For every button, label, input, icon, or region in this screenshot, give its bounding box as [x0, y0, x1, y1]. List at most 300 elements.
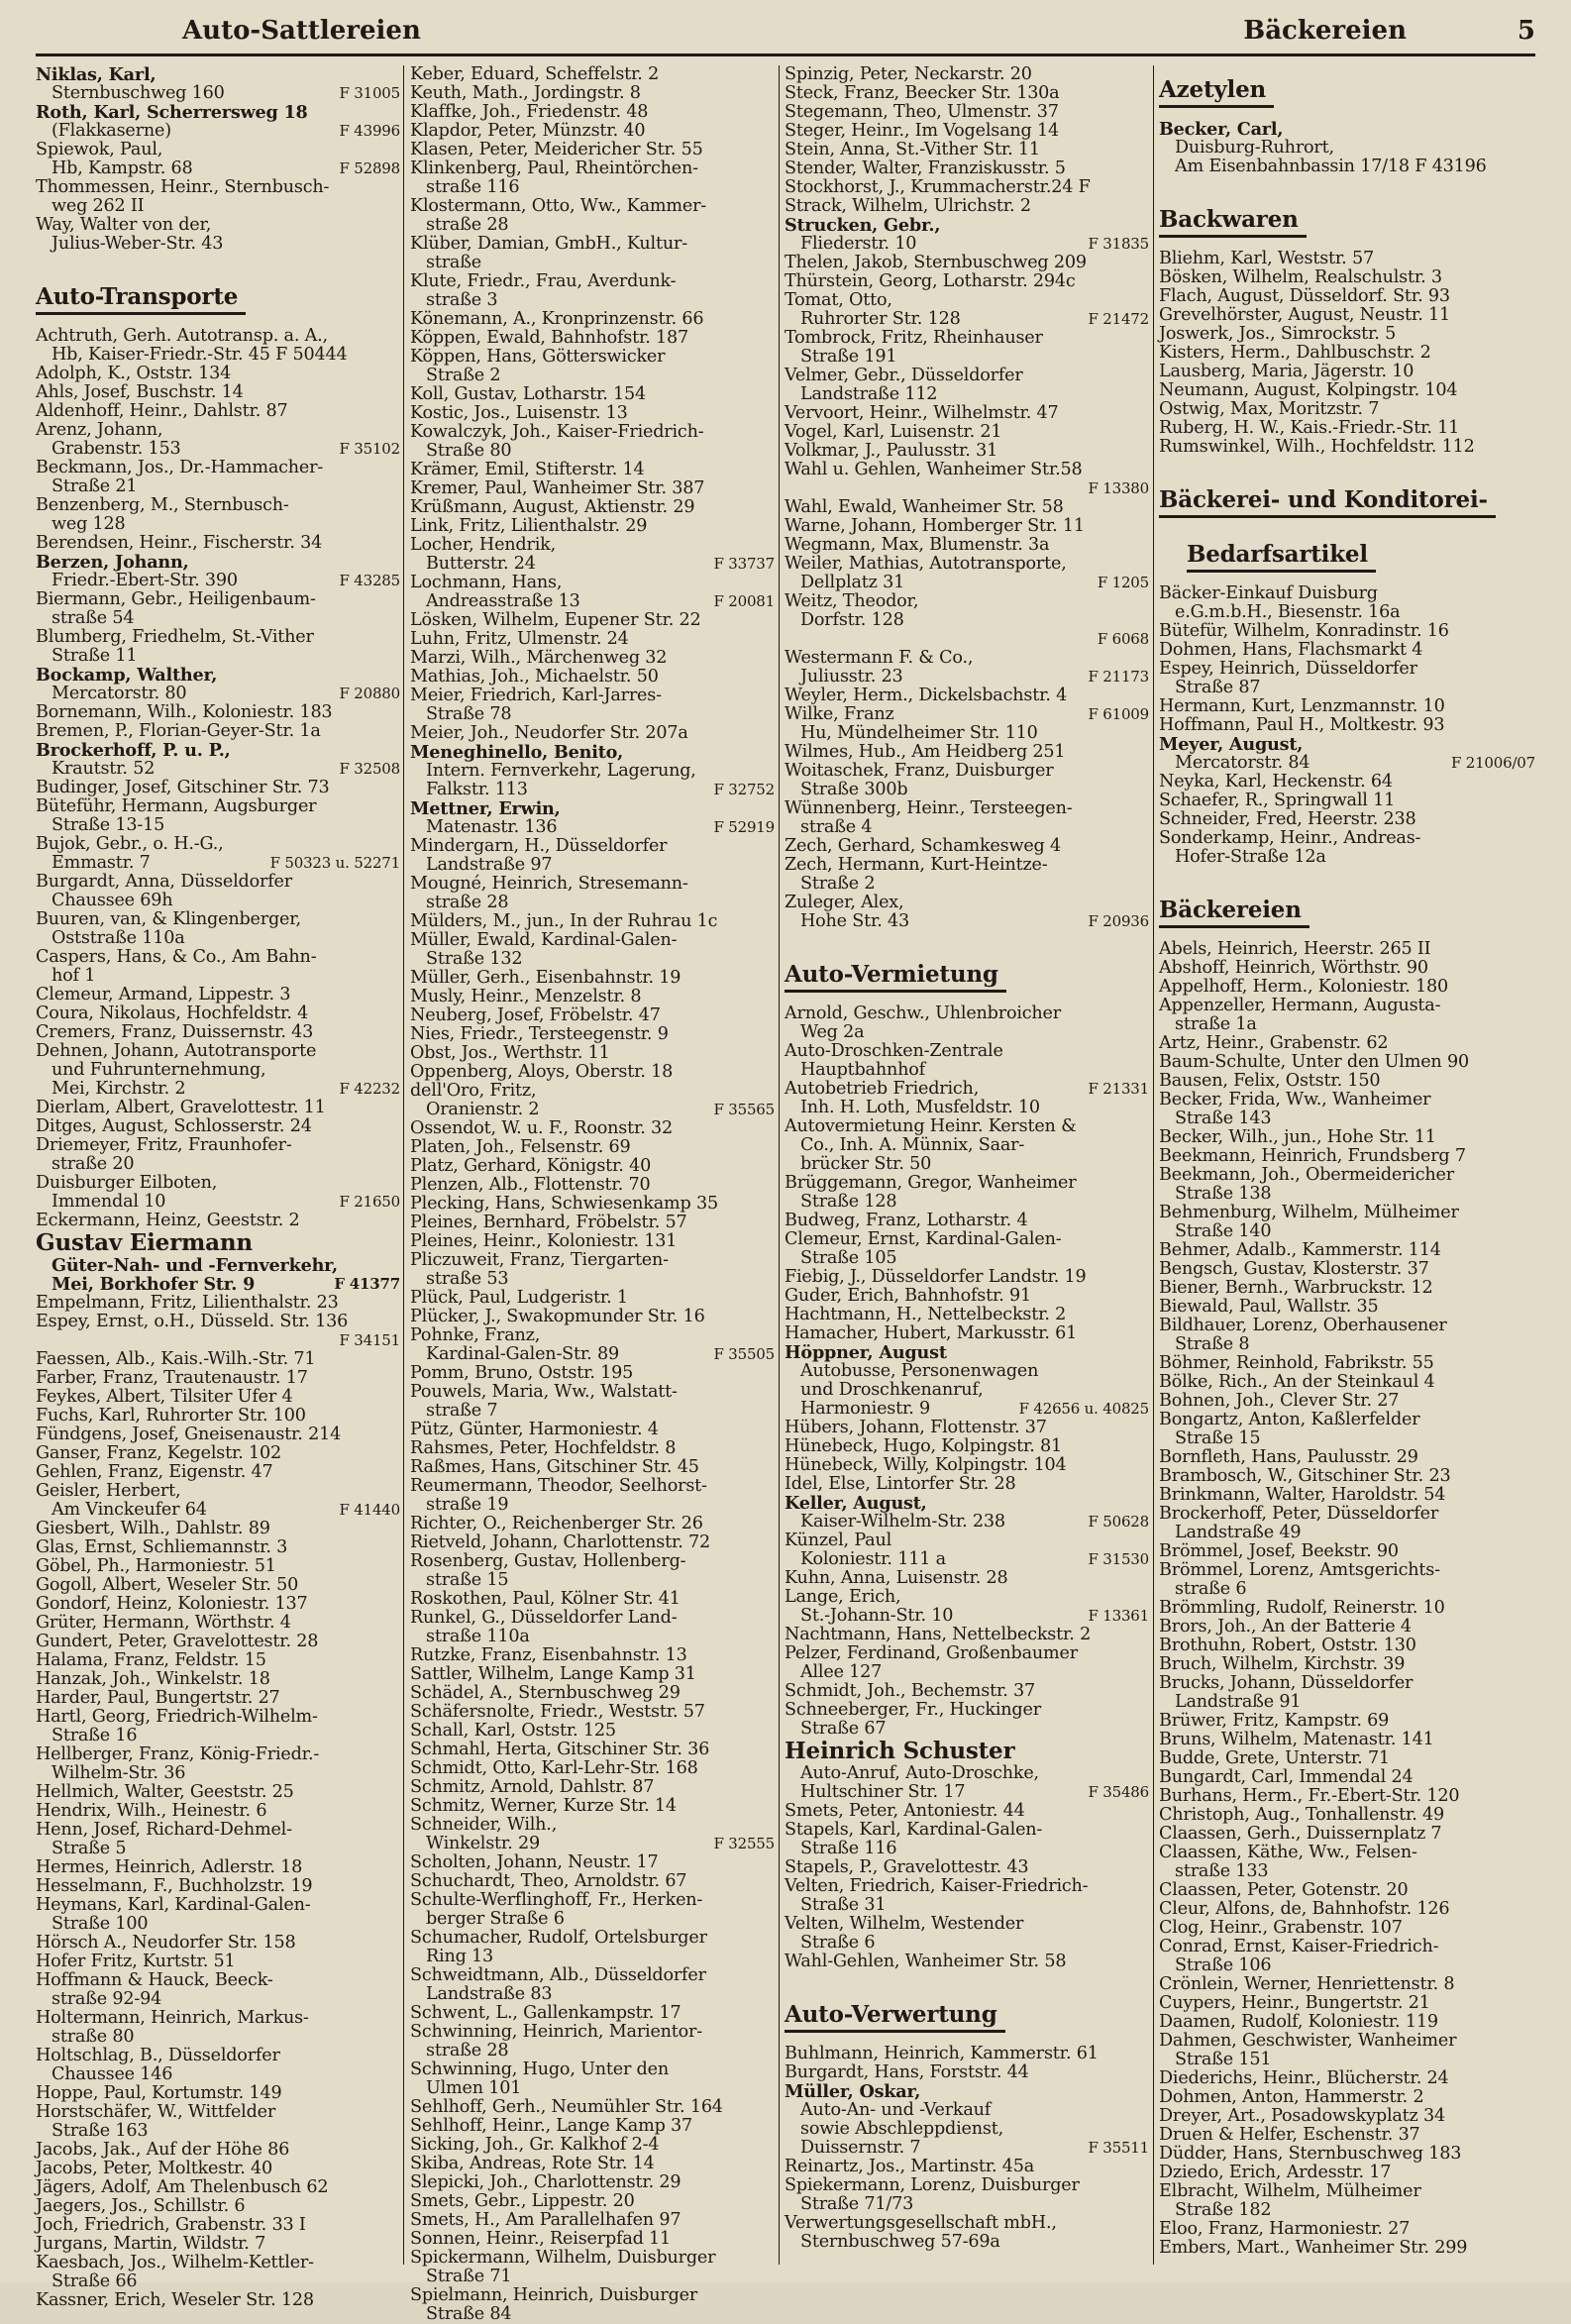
entry-text: Brors, Joh., An der Batterie 4: [1159, 1617, 1412, 1637]
directory-entry-line: [1159, 1994, 1535, 2013]
directory-entry-line: [36, 2141, 400, 2160]
entry-text: Meier, Friedrich, Karl-Jarres-: [410, 686, 662, 705]
entry-text: Straße 143: [1175, 1109, 1272, 1128]
directory-entry-line: [36, 1520, 400, 1538]
entry-text: straße 15: [426, 1570, 509, 1590]
directory-entry-line: [410, 2042, 775, 2060]
entry-text: Zech, Gerhard, Schamkesweg 4: [785, 836, 1061, 856]
entry-text: Stein, Anna, St.-Vither Str. 11: [785, 140, 1040, 159]
entry-text: Luhn, Fritz, Ulmenstr. 24: [410, 629, 629, 649]
entry-text: Dorfstr. 128: [800, 610, 904, 630]
column-2: [410, 64, 775, 2324]
entry-text: Krüßmann, August, Aktienstr. 29: [410, 497, 695, 517]
directory-entry-line: [36, 346, 400, 365]
running-head-left: Auto-Sattlereien: [182, 16, 421, 46]
section-heading: Backwaren: [1159, 205, 1307, 238]
entry-text: Bliehm, Karl, Weststr. 57: [1159, 249, 1374, 268]
directory-entry-line: [785, 912, 1149, 931]
directory-entry-line: [785, 837, 1149, 856]
entry-text: Cleur, Alfons, de, Bahnhofstr. 126: [1159, 1899, 1450, 1919]
entry-text: Stapels, P., Gravelottestr. 43: [785, 1857, 1029, 1877]
phone-number: F 35486: [1088, 1783, 1149, 1801]
directory-entry-line: [410, 1910, 775, 1929]
entry-text: Brömmel, Lorenz, Amtsgerichts-: [1159, 1560, 1440, 1580]
directory-entry-line: [785, 310, 1149, 329]
directory-entry-line: [1159, 716, 1535, 735]
directory-entry-line: [36, 235, 400, 254]
directory-entry-line: [410, 555, 775, 574]
directory-entry-line: [1159, 438, 1535, 457]
directory-entry-line: [785, 1934, 1149, 1953]
entry-text: Wilke, Franz: [785, 704, 894, 724]
entry-text: Andreasstraße 13: [426, 591, 580, 611]
entry-text: Wilmes, Hub., Am Heidberg 251: [785, 742, 1066, 762]
entry-text: Sicking, Joh., Gr. Kalkhof 2-4: [410, 2135, 660, 2155]
entry-text: Schmidt, Joh., Bechemstr. 37: [785, 1681, 1035, 1701]
entry-text: Nachtmann, Hans, Nettelbeckstr. 2: [785, 1625, 1092, 1644]
directory-entry-line: [785, 1306, 1149, 1324]
entry-text: Sehlhoff, Heinr., Lange Kamp 37: [410, 2116, 693, 2136]
entry-text: Berendsen, Heinr., Fischerstr. 34: [36, 533, 323, 553]
entry-text: Burgardt, Anna, Düsseldorfer: [36, 872, 292, 892]
directory-entry-line: [785, 2101, 1149, 2120]
directory-entry-line: [410, 1176, 775, 1195]
entry-text: Ganser, Franz, Kegelstr. 102: [36, 1443, 281, 1463]
directory-entry-line: [36, 892, 400, 910]
directory-entry-line: [36, 666, 400, 685]
directory-entry-line: [1159, 997, 1535, 1015]
directory-entry-line: [410, 1835, 775, 1853]
entry-text: Winkelstr. 29: [426, 1834, 540, 1853]
directory-entry-line: [785, 1362, 1149, 1381]
directory-entry-line: [410, 2117, 775, 2136]
directory-entry-line: [1159, 139, 1535, 158]
entry-text: Bildhauer, Lorenz, Oberhausener: [1159, 1316, 1447, 1335]
directory-entry-line: [410, 1665, 775, 1684]
entry-text: Locher, Hendrik,: [410, 535, 556, 555]
directory-entry-line: [410, 1402, 775, 1421]
entry-text: Grevelhörster, August, Neustr. 11: [1159, 305, 1450, 325]
directory-entry-line: [1159, 754, 1535, 773]
entry-text: weg 262 II: [52, 196, 145, 216]
entry-text: Straße 100: [52, 1914, 149, 1934]
directory-entry-line: [410, 574, 775, 592]
directory-entry-line: [36, 2197, 400, 2216]
directory-entry-line: [410, 479, 775, 498]
directory-entry-line: [36, 103, 400, 122]
entry-text: straße 92-94: [52, 1989, 162, 2009]
entry-text: Schmitz, Arnold, Dahlstr. 87: [410, 1777, 655, 1797]
entry-text: Straße 116: [800, 1839, 897, 1858]
directory-entry-line: [1159, 1034, 1535, 1053]
directory-entry-line: [785, 781, 1149, 799]
entry-text: Hultschiner Str. 17: [800, 1782, 966, 1802]
entry-text: Claassen, Peter, Gotenstr. 20: [1159, 1880, 1409, 1900]
entry-text: Brüggemann, Gregor, Wanheimer: [785, 1173, 1077, 1193]
directory-entry-line: [1159, 1956, 1535, 1975]
entry-text: Müller, Oskar,: [785, 2081, 921, 2102]
phone-number: F 31005: [339, 84, 400, 102]
directory-entry-line: [1159, 325, 1535, 344]
entry-text: Volkmar, J., Paulusstr. 31: [785, 441, 998, 461]
section-heading: Bäckereien: [1159, 896, 1309, 928]
entry-text: Henn, Josef, Richard-Dehmel-: [36, 1820, 292, 1840]
directory-entry-line: [410, 1533, 775, 1552]
entry-text: Matenastr. 136: [426, 817, 558, 837]
entry-text: Thürstein, Georg, Lotharstr. 294c: [785, 271, 1076, 291]
spacer: [1159, 867, 1535, 886]
directory-entry-line: [785, 216, 1149, 235]
entry-text: Ulmen 101: [426, 2078, 522, 2098]
entry-text: Landstraße 97: [426, 855, 553, 875]
directory-entry-line: [36, 1764, 400, 1783]
directory-entry-line: [36, 1042, 400, 1061]
phone-number: F 20081: [713, 592, 775, 610]
entry-text: Straße 13-15: [52, 815, 165, 835]
directory-entry-line: [36, 477, 400, 496]
directory-entry-line: [36, 440, 400, 459]
column-1: [36, 64, 400, 2310]
entry-text: Behmer, Adalb., Kammerstr. 114: [1159, 1240, 1441, 1260]
entry-text: Landstraße 83: [426, 1984, 553, 2004]
directory-entry-line: [36, 421, 400, 440]
directory-entry-line: [410, 630, 775, 649]
directory-entry-line: [410, 912, 775, 931]
directory-entry-line: [1159, 1053, 1535, 1072]
entry-text: Schumacher, Rudolf, Ortelsburger: [410, 1928, 707, 1948]
directory-entry-line: [785, 1644, 1149, 1663]
directory-entry-line: [785, 1550, 1149, 1569]
entry-text: Emmastr. 7: [52, 853, 151, 873]
entry-text: Hoffmann, Paul H., Moltkestr. 93: [1159, 715, 1445, 735]
directory-entry-line: [410, 1195, 775, 1214]
entry-text: Müller, Gerh., Eisenbahnstr. 19: [410, 968, 681, 988]
directory-entry-line: [36, 402, 400, 421]
directory-entry-line: [785, 1155, 1149, 1174]
entry-text: Druen & Helfer, Eschenstr. 37: [1159, 2125, 1420, 2145]
entry-text: Jurgans, Martin, Wildstr. 7: [36, 2234, 266, 2254]
directory-entry-line: [1159, 1768, 1535, 1787]
entry-text: Bungardt, Carl, Immendal 24: [1159, 1767, 1414, 1787]
section-heading-wrap: [1159, 886, 1535, 940]
directory-entry-line: [410, 1270, 775, 1289]
directory-entry-line: [410, 1214, 775, 1232]
directory-entry-line: [1159, 697, 1535, 716]
directory-entry-line: [1159, 1241, 1535, 1260]
entry-text: Schulte-Werflinghoff, Fr., Herken-: [410, 1890, 703, 1910]
entry-text: Klostermann, Otto, Ww., Kammer-: [410, 196, 707, 216]
entry-text: Straße 66: [52, 2271, 138, 2291]
directory-entry-line: [785, 799, 1149, 818]
entry-text: Am Eisenbahnbassin 17/18 F 43196: [1175, 157, 1487, 176]
directory-entry-line: [785, 1475, 1149, 1494]
directory-entry-line: [36, 873, 400, 892]
entry-text: Am Vinckeufer 64: [52, 1500, 207, 1520]
entry-text: Güter-Nah- und -Fernverkehr,: [52, 1255, 338, 1276]
entry-text: Cremers, Franz, Duissernstr. 43: [36, 1022, 314, 1042]
spacer: [36, 254, 400, 272]
directory-entry-line: [410, 1948, 775, 1966]
directory-entry-line: [785, 517, 1149, 536]
entry-text: Lösken, Wilhelm, Eupener Str. 22: [410, 610, 701, 630]
entry-text: straße 110a: [426, 1627, 530, 1646]
entry-text: Stegemann, Theo, Ulmenstr. 37: [785, 102, 1059, 122]
directory-entry-line: [410, 1552, 775, 1571]
directory-entry-line: [1159, 735, 1535, 754]
directory-entry-line: [36, 1061, 400, 1080]
directory-entry-line: [410, 536, 775, 555]
directory-entry-line: [36, 383, 400, 402]
directory-entry-line: [1159, 1580, 1535, 1599]
directory-entry-line: [36, 628, 400, 647]
directory-entry-line: [410, 2023, 775, 2042]
entry-text: Friedr.-Ebert-Str. 390: [52, 571, 238, 590]
entry-text: Velmer, Gebr., Düsseldorfer: [785, 366, 1023, 385]
directory-entry-line: [1159, 1825, 1535, 1844]
entry-text: Co., Inh. A. Münnix, Saar-: [800, 1135, 1025, 1155]
directory-entry-line: [410, 1157, 775, 1176]
entry-text: Straße 140: [1175, 1221, 1272, 1241]
directory-entry-line: [785, 1324, 1149, 1343]
section-heading: Auto-Transporte: [36, 282, 246, 315]
entry-text: Roskothen, Paul, Kölner Str. 41: [410, 1589, 681, 1609]
entry-text: Fliederstr. 10: [800, 234, 917, 254]
entry-text: Straße 138: [1175, 1184, 1272, 1204]
entry-text: Espey, Heinrich, Düsseldorfer: [1159, 659, 1417, 679]
entry-text: Richter, O., Reichenberger Str. 26: [410, 1514, 703, 1533]
directory-entry-line: [410, 2286, 775, 2305]
section-heading-wrap: [785, 1990, 1149, 2045]
entry-text: straße 19: [426, 1495, 509, 1515]
entry-text: Stender, Walter, Franziskusstr. 5: [785, 158, 1066, 178]
entry-text: Hünebeck, Hugo, Kolpingstr. 81: [785, 1436, 1063, 1456]
entry-text: Schall, Karl, Oststr. 125: [410, 1721, 616, 1741]
directory-entry-line: [785, 2195, 1149, 2214]
directory-entry-line: [785, 875, 1149, 894]
entry-text: Bohnen, Joh., Clever Str. 27: [1159, 1391, 1400, 1411]
directory-entry-line: [785, 479, 1149, 498]
entry-text: Kaiser-Wilhelm-Str. 238: [800, 1512, 1005, 1532]
entry-text: Westermann F. & Co.,: [785, 648, 974, 668]
directory-entry-line: [785, 1915, 1149, 1934]
directory-entry-line: [36, 1023, 400, 1042]
directory-entry-line: [410, 705, 775, 724]
entry-text: Woitaschek, Franz, Duisburger: [785, 761, 1054, 781]
directory-entry-line: [36, 2084, 400, 2103]
entry-text: Butterstr. 24: [426, 554, 536, 574]
directory-entry-line: [36, 1256, 400, 1275]
directory-entry-line: [410, 1759, 775, 1778]
directory-entry-line: [1159, 306, 1535, 325]
entry-text: Schweidtmann, Alb., Düsseldorfer: [410, 1965, 706, 1985]
directory-entry-line: [1159, 2182, 1535, 2201]
directory-entry-line: [410, 988, 775, 1006]
directory-entry-line: [785, 442, 1149, 461]
directory-entry-line: [410, 1289, 775, 1308]
directory-entry-line: [36, 2291, 400, 2310]
directory-entry-line: [36, 2065, 400, 2084]
entry-text: Conrad, Ernst, Kaiser-Friedrich-: [1159, 1937, 1439, 1956]
directory-entry-line: [410, 1628, 775, 1646]
directory-entry-line: [36, 1595, 400, 1614]
entry-text: Spielmann, Heinrich, Duisburger: [410, 2285, 698, 2305]
directory-entry-line: [785, 272, 1149, 291]
entry-text: Pliczuweit, Franz, Tiergarten-: [410, 1250, 669, 1270]
entry-text: Straße 128: [800, 1192, 897, 1212]
directory-entry-line: [785, 423, 1149, 442]
directory-entry-line: [410, 235, 775, 254]
phone-number: F 13380: [1088, 479, 1149, 497]
entry-text: Kuhn, Anna, Luisenstr. 28: [785, 1568, 1008, 1588]
directory-entry-line: [410, 781, 775, 799]
directory-entry-line: [36, 1689, 400, 1708]
directory-entry-line: [36, 572, 400, 590]
directory-entry-line: [410, 724, 775, 743]
directory-entry-line: [1159, 1787, 1535, 1806]
directory-entry-line: [1159, 1938, 1535, 1956]
directory-entry-line: [410, 1816, 775, 1835]
directory-entry-line: [1159, 1542, 1535, 1561]
directory-entry-line: [1159, 1279, 1535, 1298]
entry-text: Straße 191: [800, 347, 897, 367]
directory-entry-line: [36, 816, 400, 835]
directory-entry-line: [1159, 1072, 1535, 1091]
entry-text: Hanzak, Joh., Winkelstr. 18: [36, 1669, 270, 1689]
directory-entry-line: [785, 668, 1149, 687]
entry-text: Vervoort, Heinr., Wilhelmstr. 47: [785, 403, 1059, 423]
directory-entry-line: [410, 2211, 775, 2230]
entry-text: Smets, Gebr., Lippestr. 20: [410, 2191, 635, 2211]
entry-text: Velten, Wilhelm, Westender: [785, 1914, 1024, 1934]
directory-entry-line: [36, 1651, 400, 1670]
entry-text: Artz, Heinr., Grabenstr. 62: [1159, 1033, 1389, 1053]
directory-entry-line: [36, 1557, 400, 1576]
phone-number: F 31530: [1088, 1550, 1149, 1568]
entry-text: Chaussee 146: [52, 2064, 173, 2084]
entry-text: Pomm, Bruno, Oststr. 195: [410, 1363, 634, 1383]
entry-text: Lochmann, Hans,: [410, 573, 563, 592]
directory-entry-line: [785, 1437, 1149, 1456]
directory-entry-line: [1159, 792, 1535, 810]
directory-entry-line: [785, 1400, 1149, 1419]
entry-text: Hoffmann & Hauck, Beeck-: [36, 1970, 273, 1990]
entry-text: Schuchardt, Theo, Arnoldstr. 67: [410, 1871, 687, 1891]
column-3: [785, 65, 1149, 2265]
entry-text: Bölke, Rich., An der Steinkaul 4: [1159, 1372, 1435, 1392]
column-rule: [779, 65, 780, 2265]
directory-entry-line: [785, 592, 1149, 611]
directory-entry-line: [36, 948, 400, 967]
directory-entry-line: [1159, 2069, 1535, 2088]
entry-text: Rutzke, Franz, Eisenbahnstr. 13: [410, 1645, 687, 1665]
entry-text: straße 4: [800, 817, 873, 837]
directory-entry-line: [1159, 1655, 1535, 1674]
entry-text: Pohnke, Franz,: [410, 1325, 541, 1345]
directory-entry-line: [410, 1006, 775, 1025]
entry-text: Spinzig, Peter, Neckarstr. 20: [785, 64, 1032, 84]
directory-entry-line: [36, 797, 400, 816]
entry-text: Daamen, Rudolf, Koloniestr. 119: [1159, 2012, 1438, 2032]
directory-entry-line: [1159, 641, 1535, 660]
entry-text: Musly, Heinr., Menzelstr. 8: [410, 987, 642, 1006]
entry-text: Ditges, August, Schlosserstr. 24: [36, 1116, 312, 1136]
entry-text: Dierlam, Albert, Gravelottestr. 11: [36, 1098, 326, 1117]
entry-text: Fiebig, J., Düsseldorfer Landstr. 19: [785, 1267, 1087, 1287]
directory-entry-line: [36, 1212, 400, 1230]
entry-text: Clog, Heinr., Grabenstr. 107: [1159, 1918, 1403, 1938]
directory-entry-line: [36, 1369, 400, 1388]
entry-text: Wahl, Ewald, Wanheimer Str. 58: [785, 497, 1064, 517]
directory-entry-line: [785, 1821, 1149, 1840]
directory-entry-line: [410, 2230, 775, 2249]
directory-entry-line: [36, 1482, 400, 1501]
directory-entry-line: [410, 649, 775, 668]
entry-text: Schwent, L., Gallenkampstr. 17: [410, 2003, 681, 2023]
entry-text: Wahl-Gehlen, Wanheimer Str. 58: [785, 1952, 1067, 1971]
entry-text: Künzel, Paul: [785, 1531, 892, 1550]
entry-text: Driemeyer, Fritz, Fraunhofer-: [36, 1135, 292, 1155]
entry-text: Bäcker-Einkauf Duisburg: [1159, 583, 1378, 603]
directory-entry-line: [785, 1042, 1149, 1061]
phone-number: F 21173: [1088, 668, 1149, 686]
directory-entry-line: [410, 1797, 775, 1816]
entry-text: Schädel, A., Sternbuschweg 29: [410, 1683, 681, 1703]
phone-number: F 21331: [1088, 1080, 1149, 1098]
entry-text: Dehnen, Johann, Autotransporte: [36, 1041, 317, 1061]
entry-text: Fuchs, Karl, Ruhrorter Str. 100: [36, 1406, 306, 1426]
directory-entry-line: [785, 1287, 1149, 1306]
display-entry-name: Heinrich Schuster: [785, 1738, 1015, 1764]
directory-entry-line: [36, 1193, 400, 1212]
directory-entry-line: [410, 1722, 775, 1741]
phone-number: F 41377: [334, 1275, 400, 1293]
directory-entry-line: [1159, 679, 1535, 697]
directory-entry-line: [1159, 773, 1535, 792]
entry-text: Ring 13: [426, 1947, 494, 1966]
directory-entry-line: [410, 969, 775, 988]
directory-entry-line: [1159, 1637, 1535, 1655]
directory-entry-line: [36, 2178, 400, 2197]
entry-text: Neyka, Karl, Heckenstr. 64: [1159, 772, 1393, 792]
directory-entry-line: [410, 1383, 775, 1402]
entry-text: Straße 67: [800, 1719, 887, 1739]
entry-text: Hartl, Georg, Friedrich-Wilhelm-: [36, 1707, 318, 1727]
phone-number: F 20936: [1088, 912, 1149, 930]
entry-text: Grabenstr. 153: [52, 439, 181, 459]
directory-entry-line: [785, 385, 1149, 404]
phone-number: F 32508: [339, 760, 400, 778]
entry-text: Straße 71: [426, 2267, 512, 2286]
directory-entry-line: [36, 1877, 400, 1896]
directory-entry-line: [410, 1308, 775, 1326]
entry-text: Neumann, August, Kolpingstr. 104: [1159, 380, 1458, 400]
directory-entry-line: [1159, 1524, 1535, 1542]
entry-text: Skiba, Andreas, Rote Str. 14: [410, 2154, 655, 2173]
entry-text: Sonnen, Heinr., Reiserpfad 11: [410, 2229, 672, 2249]
directory-entry-line: [785, 687, 1149, 705]
directory-entry-line: [785, 1494, 1149, 1513]
directory-entry-line: [1159, 1392, 1535, 1411]
entry-text: Buuren, van, & Klingenberger,: [36, 909, 301, 929]
entry-text: Schmidt, Otto, Karl-Lehr-Str. 168: [410, 1758, 698, 1778]
entry-text: Auto-An- und -Verkauf: [800, 2100, 992, 2120]
directory-entry-line: [785, 2045, 1149, 2063]
entry-text: Abels, Heinrich, Heerstr. 265 II: [1159, 939, 1431, 959]
directory-entry-line: [410, 950, 775, 969]
entry-text: Inh. H. Loth, Musfeldstr. 10: [800, 1098, 1040, 1117]
directory-entry-line: [36, 1821, 400, 1840]
directory-entry-line: [36, 1896, 400, 1915]
